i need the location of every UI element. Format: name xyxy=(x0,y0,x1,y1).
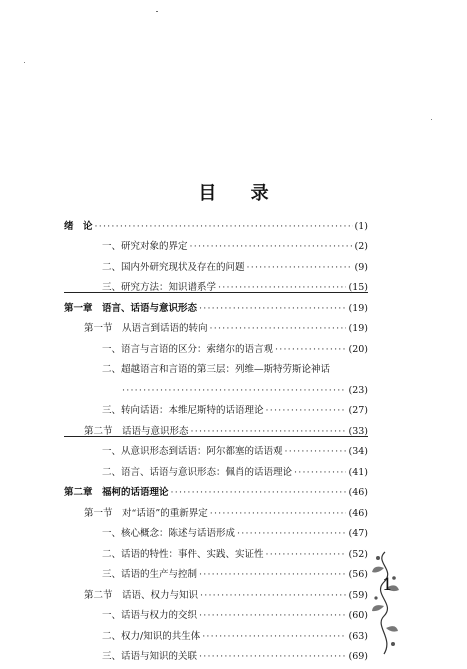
toc-entry xyxy=(64,621,368,642)
toc-entry xyxy=(64,273,368,294)
toc-leader-dots xyxy=(210,323,347,334)
toc-entry-page: (15) xyxy=(348,282,368,293)
toc-entry xyxy=(64,478,368,499)
toc-leader-dots xyxy=(190,241,353,252)
toc-entry-label: 三、研究方法：知识谱系学 xyxy=(102,282,217,293)
toc-entry-label: 三、话语与知识的关联 xyxy=(102,651,198,662)
toc-entry-page: (46) xyxy=(348,487,368,498)
toc-entry-page: (1) xyxy=(354,220,368,232)
toc-entry-page: (34) xyxy=(348,446,368,457)
toc-leader-dots xyxy=(266,405,347,416)
toc-entry-label: 三、话语的生产与控制 xyxy=(102,569,198,580)
toc-leader-dots xyxy=(199,303,346,314)
toc-entry-label: 第二节 话语、权力与知识 xyxy=(84,589,199,601)
toc-entry-label: 第二节 话语与意识形态 xyxy=(84,425,189,437)
toc-entry-page: (59) xyxy=(348,589,368,601)
toc-entry-label: 三、转向话语：本维尼斯特的话语理论 xyxy=(102,405,264,416)
toc-entry xyxy=(64,457,368,478)
toc-entry-page: (63) xyxy=(348,630,368,642)
toc-entry-label: 二、权力/知识的共生体 xyxy=(102,630,201,642)
toc-entry xyxy=(64,519,368,540)
toc-entry-page: (2) xyxy=(354,241,368,252)
toc-entry xyxy=(64,539,368,560)
toc-entry xyxy=(64,334,368,355)
toc-entry-label: 二、超越语言和言语的第三层：列维—斯特劳斯论神话 xyxy=(102,364,331,375)
toc-entry xyxy=(64,375,368,396)
toc-entry xyxy=(64,498,368,519)
chapter-underline xyxy=(64,292,368,293)
toc-entry-label: 第二章 福柯的话语理论 xyxy=(64,487,169,498)
toc-entry xyxy=(64,437,368,458)
toc-leader-dots xyxy=(199,610,346,621)
toc-entry-page: (46) xyxy=(348,507,368,519)
toc-entry xyxy=(64,252,368,273)
toc-leader-dots xyxy=(202,631,346,642)
toc-entry-page: (47) xyxy=(348,528,368,539)
toc-entry-page: (60) xyxy=(348,610,368,621)
toc-entry xyxy=(64,416,368,437)
toc-entry-label: 第一节 对“话语”的重新界定 xyxy=(84,507,208,519)
chapter-underline xyxy=(64,436,368,437)
toc-leader-dots xyxy=(199,569,346,580)
toc-entry-label: 二、国内外研究现状及存在的问题 xyxy=(102,261,245,273)
page-title: 目 录 xyxy=(198,183,283,204)
toc-entry-page: (19) xyxy=(348,302,368,314)
toc-entry xyxy=(64,580,368,601)
toc-entry-page: (41) xyxy=(348,466,368,478)
toc-leader-dots xyxy=(237,528,346,539)
toc-leader-dots xyxy=(294,467,346,478)
toc-entry-page: (23) xyxy=(348,384,368,396)
toc-leader-dots xyxy=(171,487,347,498)
toc-leader-dots xyxy=(95,221,353,232)
toc-leader-dots xyxy=(200,590,346,601)
toc-leader-dots xyxy=(285,446,347,457)
page-number: 1 xyxy=(382,575,393,595)
toc-entry-label: 二、话语的特性：事件、实践、实证性 xyxy=(102,548,264,560)
toc-entry-label: 一、核心概念：陈述与话语形成 xyxy=(102,528,236,539)
toc-entry-page: (27) xyxy=(348,405,368,416)
toc-entry-label: 一、语言与言语的区分：索绪尔的语言观 xyxy=(102,343,274,355)
toc-leader-dots xyxy=(210,508,347,519)
toc-leader-dots xyxy=(275,344,346,355)
toc-entry-label: 一、话语与权力的交织 xyxy=(102,610,198,621)
toc-leader-dots xyxy=(266,549,347,560)
toc-entry xyxy=(64,314,368,335)
toc-entry-page: (56) xyxy=(348,569,368,580)
toc-entry-page: (9) xyxy=(354,261,368,273)
toc-entry xyxy=(64,232,368,253)
scan-speck xyxy=(431,119,432,120)
toc-entry xyxy=(64,293,368,314)
toc-entry-page: (33) xyxy=(348,425,368,437)
toc-entry xyxy=(64,642,368,663)
toc-entry xyxy=(64,396,368,417)
toc-entry-label: 一、从意识形态到话语：阿尔都塞的话语观 xyxy=(102,446,283,457)
toc-entry-label: 第一节 从语言到话语的转向 xyxy=(84,323,208,334)
toc-entry-label: 绪 论 xyxy=(64,220,93,232)
toc-entry-label: 一、研究对象的界定 xyxy=(102,241,188,252)
scan-speck xyxy=(24,62,25,63)
toc-leader-dots xyxy=(199,651,346,662)
toc-leader-dots xyxy=(247,262,353,273)
vine-ornament-icon xyxy=(366,548,404,658)
toc-entry-page: (52) xyxy=(348,548,368,560)
toc-entry xyxy=(64,601,368,622)
toc-entry-label: 二、语言、话语与意识形态：佩肖的话语理论 xyxy=(102,466,293,478)
toc-leader-dots xyxy=(191,426,347,437)
toc-entry xyxy=(64,211,368,232)
toc-leader-dots xyxy=(122,385,346,396)
scan-speck xyxy=(156,11,158,12)
toc-entry-page: (19) xyxy=(348,323,368,334)
toc-entry-page: (20) xyxy=(348,343,368,355)
toc-entry-page: (69) xyxy=(348,651,368,662)
toc-entry-label: 第一章 语言、话语与意识形态 xyxy=(64,302,198,314)
toc-entry xyxy=(64,355,368,376)
toc-entry xyxy=(64,560,368,581)
